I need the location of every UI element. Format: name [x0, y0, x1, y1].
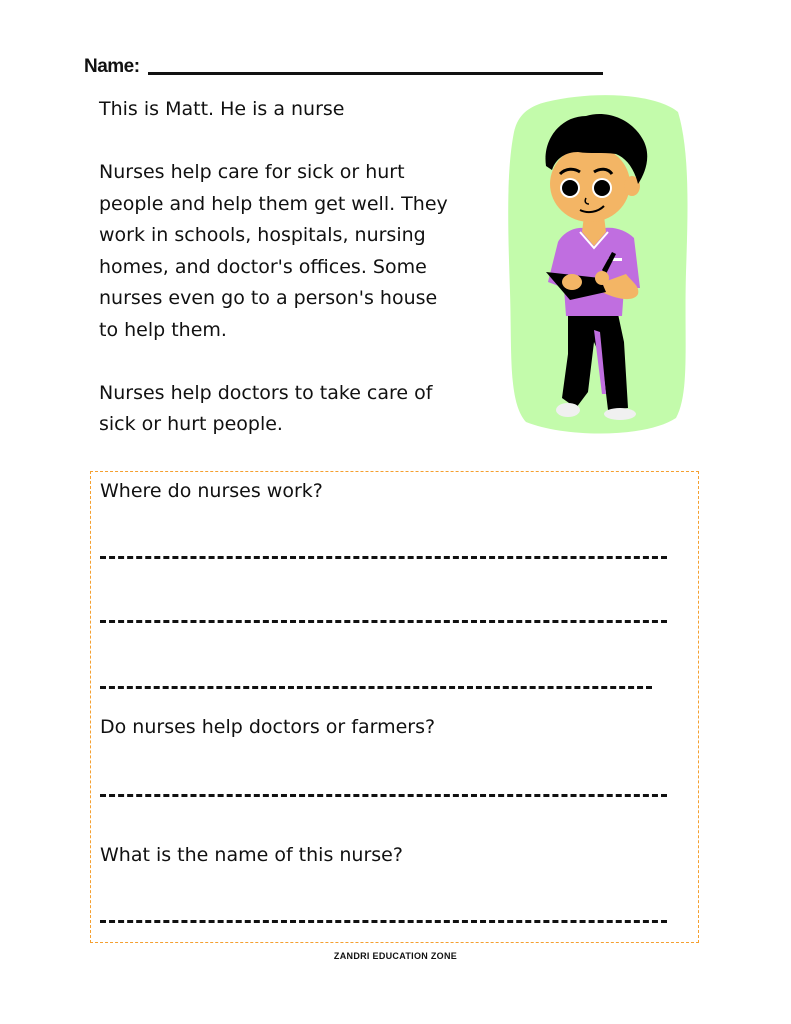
passage-intro: This is Matt. He is a nurse [99, 98, 345, 120]
question-2: Do nurses help doctors or farmers? [100, 716, 436, 738]
questions-box [90, 471, 699, 943]
reading-passage [99, 94, 499, 441]
passage-line: to help them. [99, 318, 227, 341]
nurse-figure-icon [506, 92, 690, 438]
passage-line: homes, and doctor's offices. Some [99, 255, 427, 278]
answer-line-2[interactable] [100, 794, 667, 797]
name-row [84, 56, 603, 78]
passage-line: people and help them get well. They [99, 192, 448, 215]
passage-line: work in schools, hospitals, nursing [99, 224, 426, 246]
passage-line: Nurses help doctors to take care of [99, 381, 433, 404]
passage-line: nurses even go to a person's house [99, 287, 438, 309]
answer-line-1b[interactable] [100, 620, 667, 623]
question-1: Where do nurses work? [100, 480, 323, 502]
answer-line-1c[interactable] [100, 686, 652, 689]
question-3: What is the name of this nurse? [100, 844, 403, 866]
name-label: Name: [84, 56, 140, 77]
answer-line-1a[interactable] [100, 556, 667, 559]
passage-line: Nurses help care for sick or hurt [99, 161, 405, 183]
passage-line: sick or hurt people. [99, 413, 283, 435]
footer-brand: ZANDRI EDUCATION ZONE [333, 951, 458, 961]
name-answer-line[interactable] [148, 72, 603, 75]
answer-line-3[interactable] [100, 920, 667, 923]
nurse-illustration [506, 92, 690, 438]
